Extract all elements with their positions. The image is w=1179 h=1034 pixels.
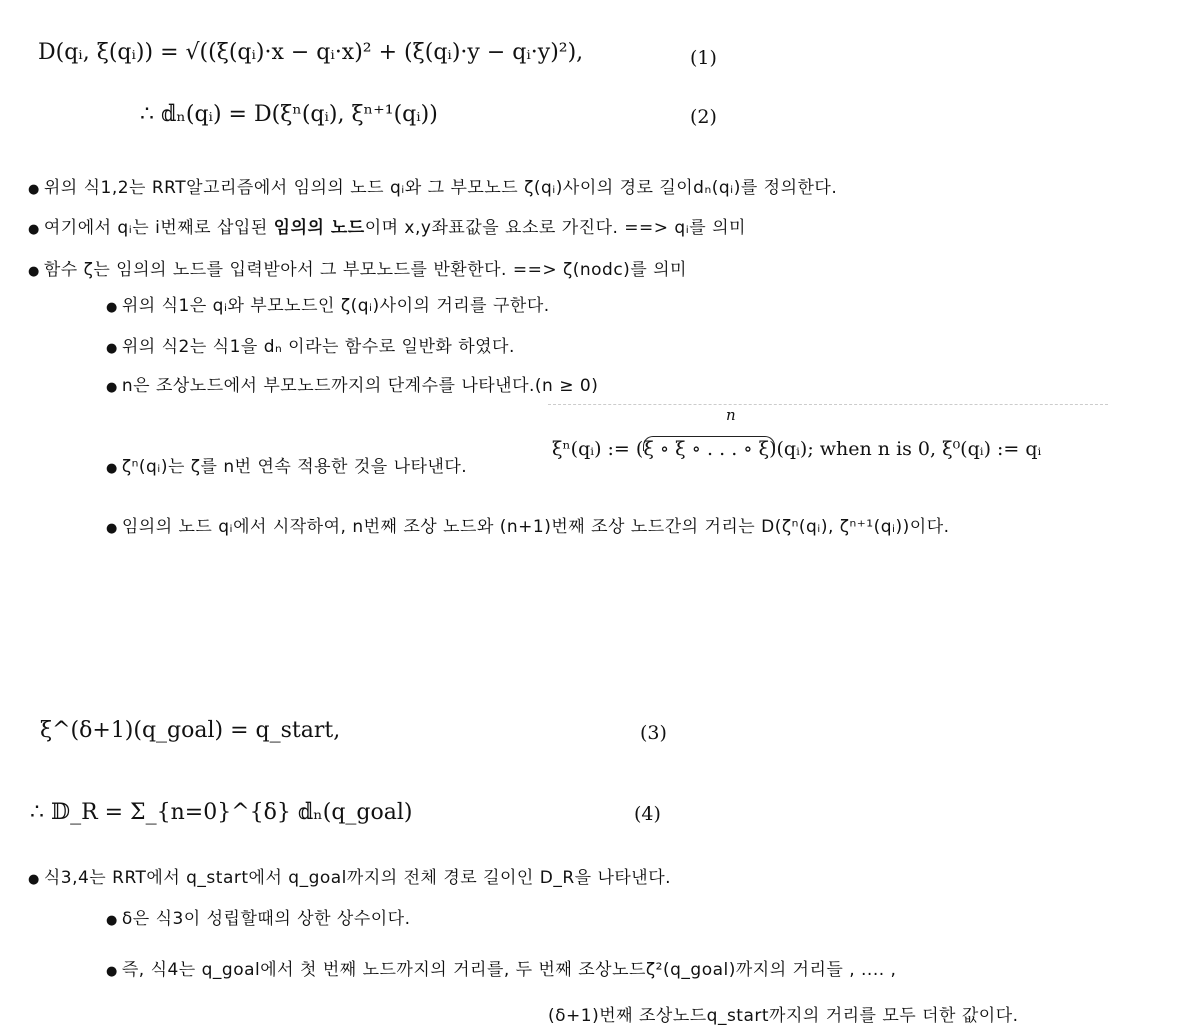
bullet-3b-text: 위의 식2는 식1을 dₙ 이라는 함수로 일반화 하였다. xyxy=(121,337,515,357)
bullet-3d xyxy=(106,452,467,477)
definition-text xyxy=(552,438,1041,460)
bullet-4a xyxy=(106,904,411,929)
bullet-dot-icon: ● xyxy=(106,521,118,536)
equation-4-text: ∴ 𝔻_R = Σ_{n=0}^{δ} 𝕕ₙ(q_goal) xyxy=(30,800,413,825)
bullet-dot-icon: ● xyxy=(106,964,118,979)
bullet-4a-text: δ은 식3이 성립할때의 상한 상수이다. xyxy=(121,909,411,929)
equation-3 xyxy=(40,718,340,743)
bullet-1-text: 위의 식1,2는 RRT알고리즘에서 임의의 노드 qᵢ와 그 부모노드 ζ(qᵢ)사이의 경로 길이dₙ(qᵢ)를 정의한다. xyxy=(43,178,838,198)
bullet-3d-text: ζⁿ(qᵢ)는 ζ를 n번 연속 적용한 것을 나타낸다. xyxy=(121,457,468,477)
equation-2-text: ∴ 𝕕ₙ(qᵢ) = D(ξⁿ(qᵢ), ξⁿ⁺¹(qᵢ)) xyxy=(140,102,438,127)
bullet-2 xyxy=(28,213,746,238)
bullet-3a xyxy=(106,291,550,316)
bullet-2-post: 이며 x,y좌표값을 요소로 가진다. ==> qᵢ를 의미 xyxy=(364,218,746,238)
definition-lhs: ξⁿ(qᵢ) := ( xyxy=(552,438,644,460)
equation-3-text: ξ^(δ+1)(q_goal) = q_start, xyxy=(40,718,341,743)
definition-inner: ξ ∘ ξ ∘ . . . ∘ ξ xyxy=(643,438,770,460)
bullet-dot-icon: ● xyxy=(106,461,118,476)
equation-1-text: D(qᵢ, ξ(qᵢ)) = √((ξ(qᵢ)·x − qᵢ·x)² + (ξ(qᵢ)·y − qᵢ·y)²), xyxy=(38,40,584,65)
bullet-3e xyxy=(106,512,950,537)
bullet-3-text: 함수 ζ는 임의의 노드를 입력받아서 그 부모노드를 반환한다. ==> ζ(nodc)를 의미 xyxy=(43,260,687,280)
bullet-3c-text: n은 조상노드에서 부모노드까지의 단계수를 나타낸다.(n ≥ 0) xyxy=(121,376,599,396)
bullet-dot-icon: ● xyxy=(106,300,118,315)
bullet-4-text: 식3,4는 RRT에서 q_start에서 q_goal까지의 전체 경로 길이인 D_R을 나타낸다. xyxy=(43,868,672,888)
overbrace-icon xyxy=(643,436,775,451)
bullet-dot-icon: ● xyxy=(106,341,118,356)
equation-1-number: (1) xyxy=(690,47,717,69)
bullet-dot-icon: ● xyxy=(106,380,118,395)
bullet-3e-text: 임의의 노드 qᵢ에서 시작하여, n번째 조상 노드와 (n+1)번째 조상 노드간의 거리는 D(ζⁿ(qᵢ), ζⁿ⁺¹(qᵢ))이다. xyxy=(121,517,950,537)
definition-when: ; when n is 0, ξ⁰(qᵢ) := qᵢ xyxy=(807,438,1042,460)
bullet-4b xyxy=(106,955,896,980)
bullet-3c xyxy=(106,371,598,396)
bullet-dot-icon: ● xyxy=(28,222,40,237)
bullet-dot-icon: ● xyxy=(28,872,40,887)
bullet-1 xyxy=(28,173,837,198)
definition-rhs: )(qᵢ) xyxy=(769,438,808,460)
bullet-2-bold: 임의의 노드 xyxy=(273,218,365,238)
bullet-4b-text: 즉, 식4는 q_goal에서 첫 번째 노드까지의 거리를, 두 번째 조상노드ζ²(q_goal)까지의 거리들 , .... , xyxy=(121,960,897,980)
bullet-3a-text: 위의 식1은 qᵢ와 부모노드인 ζ(qᵢ)사이의 거리를 구한다. xyxy=(121,296,550,316)
bullet-3b xyxy=(106,332,515,357)
bullet-2-pre: 여기에서 qᵢ는 i번째로 삽입된 xyxy=(43,218,274,238)
bullet-4 xyxy=(28,863,671,888)
equation-2 xyxy=(140,102,438,127)
definition-superscript-n: n xyxy=(726,406,736,424)
equation-2-number: (2) xyxy=(690,106,717,128)
bullet-4c: (δ+1)번째 조상노드q_start까지의 거리를 모두 더한 값이다. xyxy=(548,1006,1019,1026)
bullet-dot-icon: ● xyxy=(106,913,118,928)
composition-definition xyxy=(548,404,1108,484)
equation-1 xyxy=(38,40,583,65)
equation-4-number: (4) xyxy=(634,803,661,825)
equation-3-number: (3) xyxy=(640,722,667,744)
bullet-3 xyxy=(28,255,687,280)
equation-4 xyxy=(30,800,413,825)
bullet-dot-icon: ● xyxy=(28,182,40,197)
bullet-dot-icon: ● xyxy=(28,264,40,279)
